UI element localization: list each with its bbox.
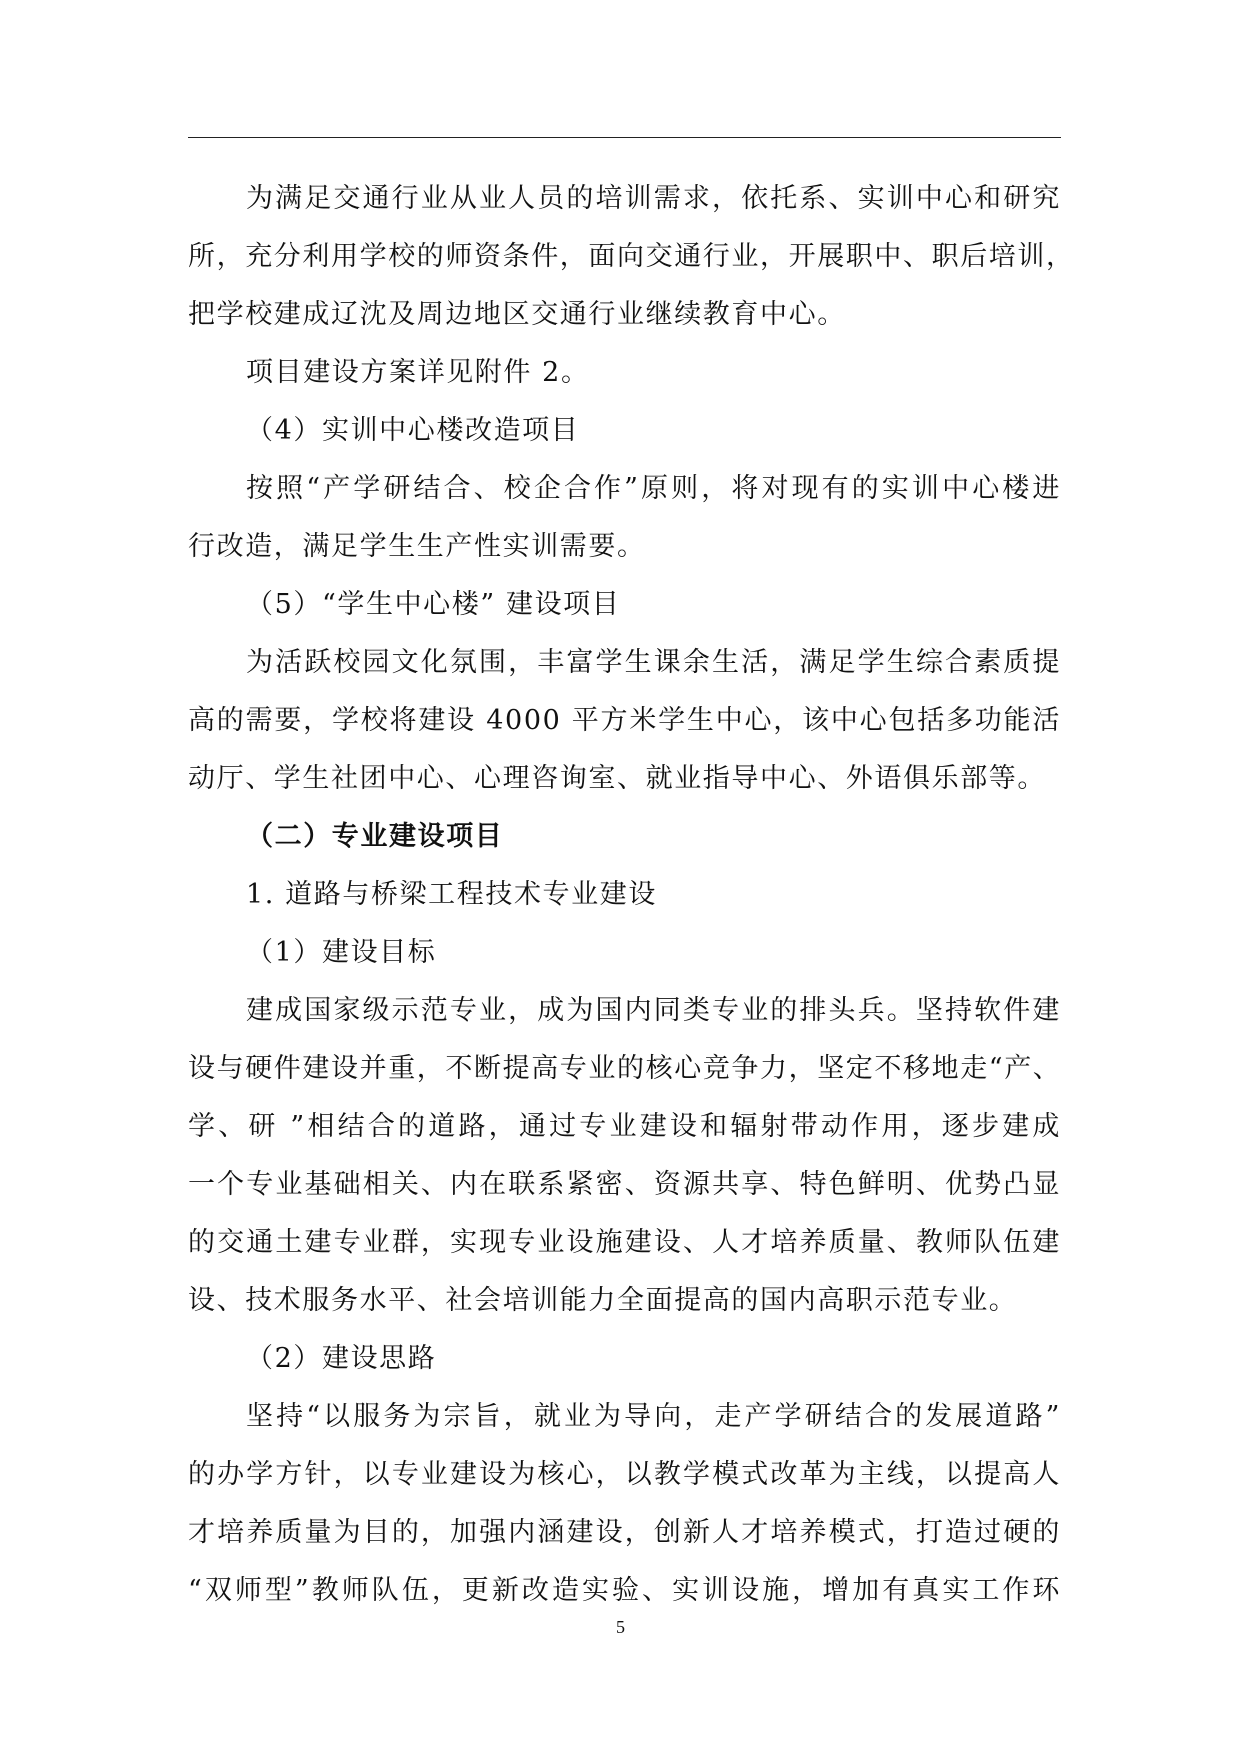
paragraph-line: 坚持“以服务为宗旨，就业为导向，走产学研结合的发展道路” bbox=[246, 1401, 1061, 1432]
paragraph-line: 的交通土建专业群，实现专业设施建设、人才培养质量、教师队伍建 bbox=[188, 1227, 1061, 1258]
paragraph-line: 设与硬件建设并重，不断提高专业的核心竞争力，坚定不移地走“产、 bbox=[188, 1053, 1062, 1084]
section-heading: （5）“学生中心楼” 建设项目 bbox=[246, 589, 621, 620]
paragraph-line: 才培养质量为目的，加强内涵建设，创新人才培养模式，打造过硬的 bbox=[188, 1517, 1061, 1548]
header-rule bbox=[188, 137, 1061, 138]
paragraph-line: 的办学方针，以专业建设为核心，以教学模式改革为主线，以提高人 bbox=[188, 1459, 1061, 1490]
paragraph-line: 行改造，满足学生生产性实训需要。 bbox=[188, 531, 646, 562]
section-heading: （4）实训中心楼改造项目 bbox=[246, 415, 580, 446]
paragraph-line: 学、研 ”相结合的道路，通过专业建设和辐射带动作用，逐步建成 bbox=[188, 1111, 1061, 1142]
paragraph-line: 项目建设方案详见附件 2。 bbox=[246, 357, 590, 388]
section-heading: （2）建设思路 bbox=[246, 1343, 437, 1374]
section-heading: 1. 道路与桥梁工程技术专业建设 bbox=[246, 879, 657, 910]
document-body bbox=[188, 170, 1075, 1620]
paragraph-line: 所，充分利用学校的师资条件，面向交通行业，开展职中、职后培训， bbox=[188, 241, 1075, 272]
paragraph-line: 按照“产学研结合、校企合作”原则，将对现有的实训中心楼进 bbox=[246, 473, 1061, 504]
paragraph-line: 为活跃校园文化氛围，丰富学生课余生活，满足学生综合素质提 bbox=[246, 647, 1061, 678]
page-number: 5 bbox=[616, 1617, 625, 1637]
paragraph-line: 高的需要，学校将建设 4000 平方米学生中心，该中心包括多功能活 bbox=[188, 705, 1061, 736]
paragraph-line: 设、技术服务水平、社会培训能力全面提高的国内高职示范专业。 bbox=[188, 1285, 1018, 1316]
paragraph-line: 一个专业基础相关、内在联系紧密、资源共享、特色鲜明、优势凸显 bbox=[188, 1169, 1061, 1200]
paragraph-line: 建成国家级示范专业，成为国内同类专业的排头兵。坚持软件建 bbox=[246, 995, 1061, 1026]
chapter-heading: （二）专业建设项目 bbox=[246, 821, 504, 852]
section-heading: （1）建设目标 bbox=[246, 937, 437, 968]
paragraph-line: 为满足交通行业从业人员的培训需求，依托系、实训中心和研究 bbox=[246, 183, 1061, 214]
paragraph-line: 把学校建成辽沈及周边地区交通行业继续教育中心。 bbox=[188, 299, 846, 330]
paragraph-line: 动厅、学生社团中心、心理咨询室、就业指导中心、外语俱乐部等。 bbox=[188, 763, 1046, 794]
paragraph-line: “双师型”教师队伍，更新改造实验、实训设施，增加有真实工作环 bbox=[188, 1575, 1061, 1606]
